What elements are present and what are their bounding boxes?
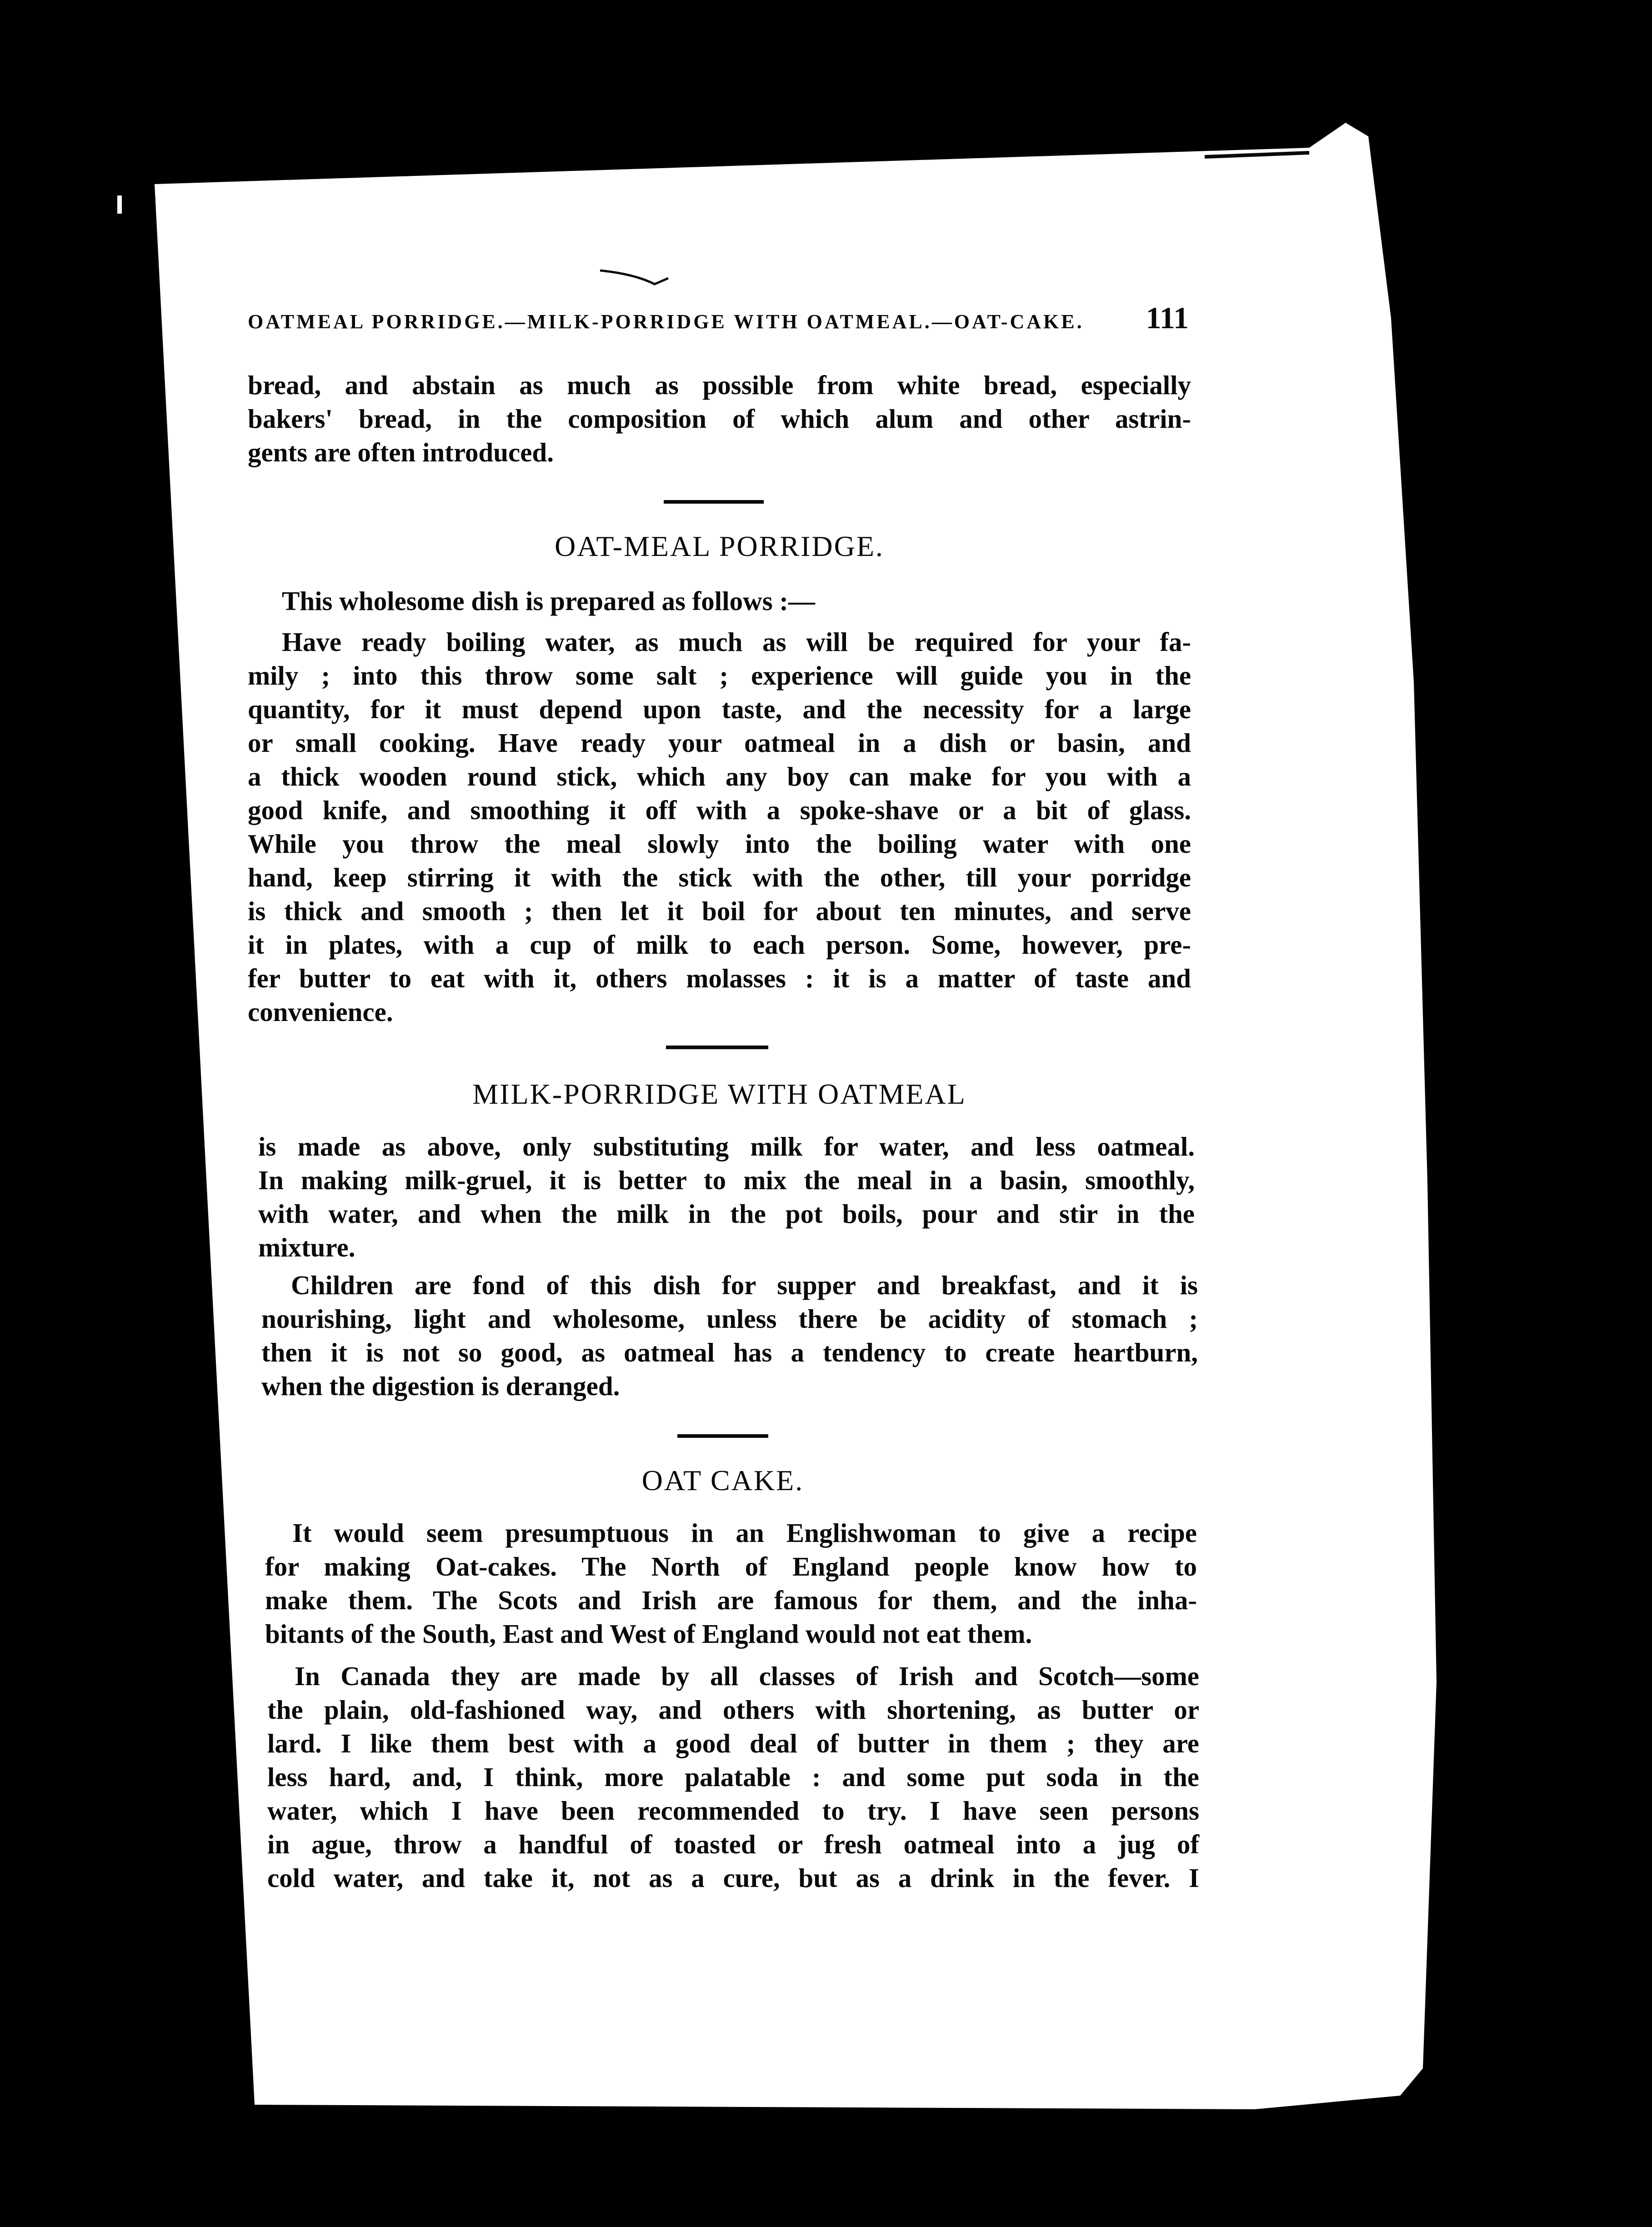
text-line: lard. I like them best with a good deal of butter in them ; they are [267,1728,1199,1758]
text-line: convenience. [248,997,393,1027]
text-line: in ague, throw a handful of toasted or fresh oatmeal into a jug of [267,1829,1199,1859]
paragraph [267,1659,1199,1895]
text-line: or small cooking. Have ready your oatmeal in a dish or basin, and [248,728,1191,758]
text-line: is thick and smooth ; then let it boil for about ten minutes, and serve [248,896,1191,926]
text-line: make them. The Scots and Irish are famous for them, and the inha- [265,1585,1197,1615]
text-line: it in plates, with a cup of milk to each person. Some, however, pre- [248,930,1191,960]
text-line: In making milk-gruel, it is better to mix the meal in a basin, smoothly, [258,1165,1195,1195]
paragraph [282,584,1191,618]
text-line: mixture. [258,1232,355,1262]
paragraph [248,625,1191,1029]
paragraph [265,1516,1197,1651]
text-line: While you throw the meal slowly into the boiling water with one [248,829,1191,859]
text-line: gents are often introduced. [248,437,554,467]
text-line: water, which I have been recommended to try. I have seen persons [267,1796,1199,1826]
text-line: is made as above, only substituting milk for water, and less oatmeal. [258,1131,1195,1161]
text-line: bitants of the South, East and West of England would not eat them. [265,1619,1032,1649]
text-line: less hard, and, I think, more palatable : and some put soda in the [267,1762,1199,1792]
section-heading-milk-porridge: MILK-PORRIDGE WITH OATMEAL [472,1078,966,1110]
text-line: mily ; into this throw some salt ; experience will guide you in the [248,661,1191,691]
text-line: This wholesome dish is prepared as follows :— [282,586,816,616]
page-number: 111 [1146,300,1189,335]
section-heading-oat-cake: OAT CAKE. [641,1464,804,1496]
section-divider [677,1434,768,1438]
text-line: fer butter to eat with it, others molasses : it is a matter of taste and [248,963,1191,993]
text-line: a thick wooden round stick, which any boy can make for you with a [248,761,1191,791]
text-line: then it is not so good, as oatmeal has a tendency to create heartburn, [261,1337,1198,1367]
text-line: nourishing, light and wholesome, unless there be acidity of stomach ; [261,1304,1198,1334]
text-line: when the digestion is deranged. [261,1371,620,1401]
text-line: the plain, old-fashioned way, and others with shortening, as butter or [267,1695,1199,1725]
paragraph [258,1130,1195,1264]
text-line: hand, keep stirring it with the stick with the other, till your porridge [248,862,1191,892]
text-line: quantity, for it must depend upon taste, and the necessity for a large [248,694,1191,724]
section-divider [666,1046,768,1049]
text-line: It would seem presumptuous in an Englishwoman to give a recipe [292,1518,1197,1548]
running-head [248,300,1189,341]
paragraph [261,1268,1198,1403]
text-line: cold water, and take it, not as a cure, but as a drink in the fever. I [267,1863,1199,1893]
text-line: bakers' bread, in the composition of which alum and other astrin- [248,404,1191,434]
intro-paragraph [248,368,1191,469]
text-line: with water, and when the milk in the pot boils, pour and stir in the [258,1199,1195,1229]
text-line: In Canada they are made by all classes of Irish and Scotch—some [295,1661,1199,1691]
text-line: Children are fond of this dish for supper and breakfast, and it is [291,1270,1198,1300]
running-title: OATMEAL PORRIDGE.—MILK-PORRIDGE WITH OATMEAL.—OAT-CAKE. [248,310,1084,333]
section-divider [664,500,764,504]
text-line: good knife, and smoothing it off with a spoke-shave or a bit of glass. [248,795,1191,825]
text-line: Have ready boiling water, as much as will be required for your fa- [282,627,1191,657]
text-line: bread, and abstain as much as possible from white bread, especially [248,370,1191,400]
section-heading-oatmeal-porridge: OAT-MEAL PORRIDGE. [555,530,884,562]
text-line: for making Oat-cakes. The North of England people know how to [265,1551,1197,1581]
